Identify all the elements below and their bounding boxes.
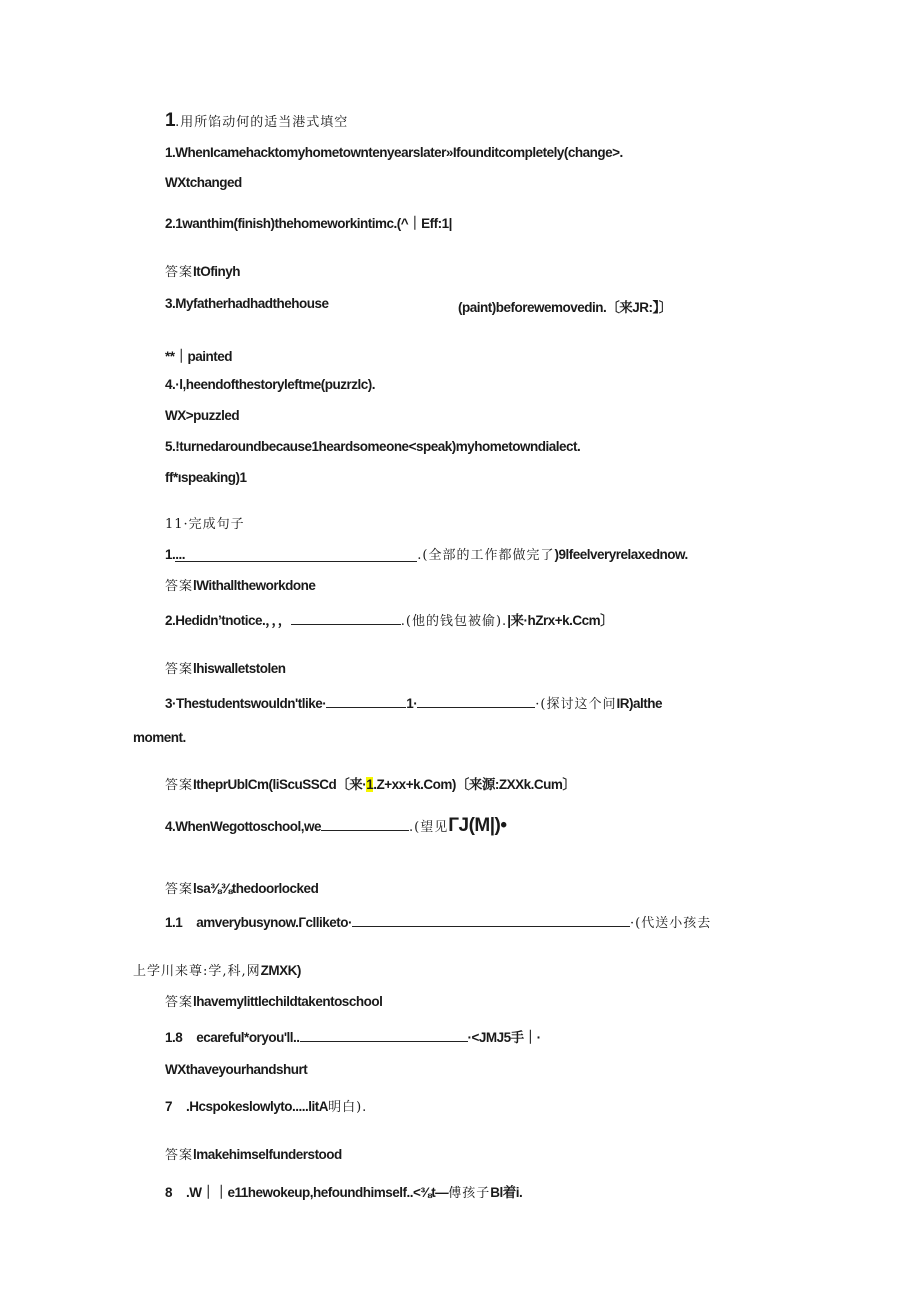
- s2-q1: 1.... .(全部的工作都做完了)9lfeelveryrelaxednow.: [165, 547, 688, 563]
- s1-a5: ff*ıspeaking)1: [165, 470, 247, 485]
- s2-a3: 答案ItheprUblCm(liScuSSCd〔来·1.Z+xx+k.Com)〔来源:ZXXk.Cum〕: [165, 777, 576, 793]
- s1-a4: WX>puzzled: [165, 408, 240, 423]
- s2-q8: 8 .W｜｜e11hewokeup,hefoundhimself..<⅜t—傅孩子Bl着i.: [165, 1185, 523, 1201]
- s2-q6: 1.8 ecareful*oryou'll.. ·<JMJ5手｜·: [165, 1026, 541, 1046]
- s1-q3-end: (paint)beforewemovedin.〔来JR:】〕: [458, 300, 672, 315]
- s2-a5: 答案lhavemylittlechildtakentoschool: [165, 994, 383, 1010]
- s1-a2: 答案ItOfinyh: [165, 264, 241, 280]
- s1-a1: WXtchanged: [165, 175, 242, 190]
- section2-heading: 11·完成句子: [165, 517, 245, 532]
- s1-q1: 1.WhenIcamehacktomyhometowntenyearslater»Ifounditcompletely(change>.: [165, 145, 623, 160]
- s1-a3: **｜painted: [165, 349, 233, 364]
- s2-a4: 答案lsa⅜⅜thedoorlocked: [165, 881, 319, 897]
- section1-heading: 1.用所馅动何的适当港式填空: [165, 110, 349, 131]
- s2-q3: 3·Thestudentswouldn'tlike· 1· ·(探讨这个问IR)althe: [165, 693, 662, 712]
- s2-q7: 7 .Hcspokeslowlyto.....litA明白).: [165, 1099, 368, 1115]
- s2-q4: 4.WhenWegottoschool,we .(望见ГJ(M|)•: [165, 815, 507, 836]
- s2-q2: 2.Hedidn’tnotice.，，， .(他的钱包被偷).|来·hZrx+k.Ccm〕: [165, 609, 613, 629]
- s2-q5-cont: 上学川来尊:学,科,网ZMXK): [133, 963, 301, 979]
- s1-q3: 3.Myfatherhadhadthehouse: [165, 296, 329, 311]
- s2-a7: 答案lmakehimselfunderstood: [165, 1147, 342, 1163]
- s2-q3-cont: moment.: [133, 730, 186, 745]
- s1-q5: 5.!turnedaroundbecause1heardsomeone<speak)myhometowndialect.: [165, 439, 581, 454]
- s2-a2: 答案lhiswalletstolen: [165, 661, 286, 677]
- s1-q2: 2.1wanthim(finish)thehomeworkintimc.(^｜Eff:1|: [165, 216, 452, 231]
- s2-a1: 答案lWithalltheworkdone: [165, 578, 316, 594]
- s2-a6: WXthaveyourhandshurt: [165, 1062, 308, 1077]
- s1-q4: 4.·l,heendofthestoryleftme(puzrzlc).: [165, 377, 376, 392]
- s2-q5: 1.1 amverybusynow.Гclliketo· ·(代送小孩去: [165, 912, 711, 931]
